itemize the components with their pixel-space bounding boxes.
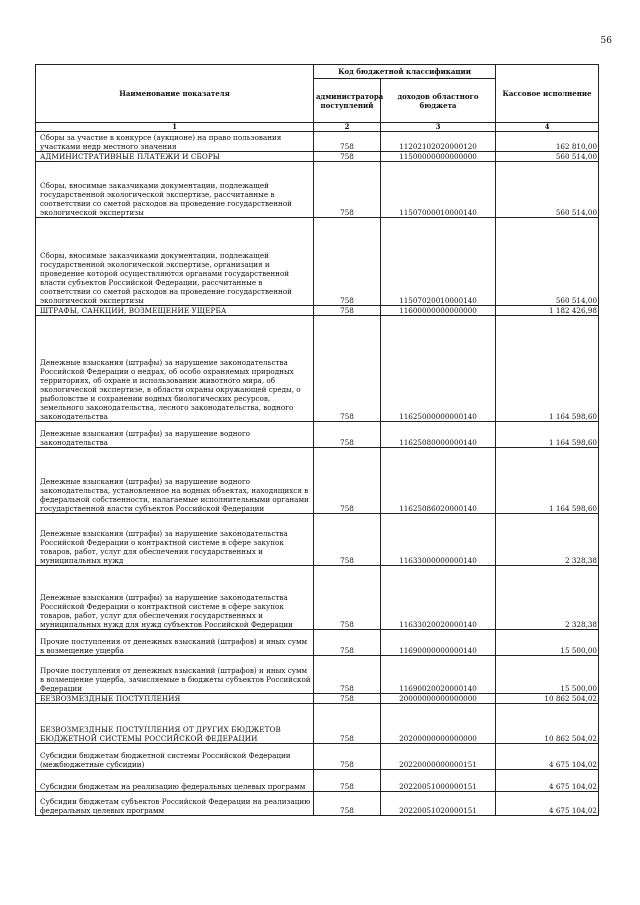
column-number: 4 [496, 123, 599, 132]
row-income-code: 11625080000000140 [381, 422, 496, 448]
table-row [36, 566, 599, 630]
table-row [36, 316, 599, 422]
row-amount: 4 675 104,02 [496, 744, 599, 770]
row-name: Субсидии бюджетам на реализацию федеральных целевых программ [36, 770, 314, 792]
header-execution-column: Кассовое исполнение [496, 65, 599, 123]
row-income-code: 11633000000000140 [381, 514, 496, 566]
table-row [36, 514, 599, 566]
row-name: Денежные взыскания (штрафы) за нарушение водного законодательства [36, 422, 314, 448]
row-amount: 1 164 598,60 [496, 422, 599, 448]
row-name: Денежные взыскания (штрафы) за нарушение законодательства Российской Федерации о недрах, об особо охраняемых природных территориях, об охране и использовании животного мира, об экологической экспертизе, в области охраны окружающей среды, о рыболовстве и сохранении водных биологических ресурсов, земельного законодательства, лесного законодательства, водного законодательства [36, 316, 314, 422]
header-name-column: Наименование показателя [36, 65, 314, 123]
row-income-code: 11633020020000140 [381, 566, 496, 630]
row-name: Субсидии бюджетам субъектов Российской Федерации на реализацию федеральных целевых программ [36, 792, 314, 816]
row-amount: 10 862 504,02 [496, 704, 599, 744]
row-income-code: 11600000000000000 [381, 306, 496, 316]
row-amount: 15 500,00 [496, 656, 599, 694]
table-row [36, 694, 599, 704]
row-name: Прочие поступления от денежных взысканий (штрафов) и иных сумм в возмещение ущерба, зачисляемые в бюджеты субъектов Российской Федерации [36, 656, 314, 694]
row-income-code: 11625000000000140 [381, 316, 496, 422]
row-income-code: 11507000010000140 [381, 162, 496, 218]
row-name: Денежные взыскания (штрафы) за нарушение водного законодательства, установленное на водных объектах, находящихся в федеральной собственности, налагаемые исполнительными органами государственной власти субъектов Российской Федерации [36, 448, 314, 514]
table-row [36, 162, 599, 218]
row-admin-code: 758 [314, 770, 381, 792]
table-row [36, 704, 599, 744]
row-admin-code: 758 [314, 306, 381, 316]
row-name: Сборы, вносимые заказчиками документации, подлежащей государственной экологической экспертизе, организация и проведение которой осуществляются органами государственной власти субъектов Российской Федерации, рассчитанные в соответствии со сметой расходов на проведение государственной экологической экспертизы [36, 218, 314, 306]
row-admin-code: 758 [314, 162, 381, 218]
header-income-column: доходов областного бюджета [381, 79, 496, 123]
table-row [36, 218, 599, 306]
row-income-code: 20000000000000000 [381, 694, 496, 704]
row-admin-code: 758 [314, 630, 381, 656]
table-row [36, 770, 599, 792]
column-number: 3 [381, 123, 496, 132]
table-row [36, 630, 599, 656]
header-admin-column: администратора поступлений [314, 79, 381, 123]
row-name: АДМИНИСТРАТИВНЫЕ ПЛАТЕЖИ И СБОРЫ [36, 152, 314, 162]
row-income-code: 20220051000000151 [381, 770, 496, 792]
column-number: 1 [36, 123, 314, 132]
row-income-code: 11507020010000140 [381, 218, 496, 306]
row-admin-code: 758 [314, 704, 381, 744]
row-amount: 1 164 598,60 [496, 316, 599, 422]
row-income-code: 11500000000000000 [381, 152, 496, 162]
row-name: Сборы за участие в конкурсе (аукционе) на право пользования участками недр местного значения [36, 132, 314, 152]
table-row [36, 152, 599, 162]
row-amount: 10 862 504,02 [496, 694, 599, 704]
row-amount: 162 810,00 [496, 132, 599, 152]
table-row [36, 656, 599, 694]
row-name: Сборы, вносимые заказчиками документации, подлежащей государственной экологической экспертизе, рассчитанные в соответствии со сметой расходов на проведение государственной экологической экспертизы [36, 162, 314, 218]
table-row [36, 422, 599, 448]
row-admin-code: 758 [314, 744, 381, 770]
header-classification-group: Код бюджетной классификации [314, 65, 496, 79]
budget-execution-table [35, 64, 599, 816]
row-admin-code: 758 [314, 566, 381, 630]
row-name: ШТРАФЫ, САНКЦИИ, ВОЗМЕЩЕНИЕ УЩЕРБА [36, 306, 314, 316]
row-amount: 15 500,00 [496, 630, 599, 656]
table-row [36, 792, 599, 816]
row-admin-code: 758 [314, 792, 381, 816]
row-amount: 560 514,00 [496, 218, 599, 306]
row-amount: 560 514,00 [496, 162, 599, 218]
row-admin-code: 758 [314, 316, 381, 422]
table-row [36, 448, 599, 514]
row-admin-code: 758 [314, 448, 381, 514]
row-amount: 560 514,00 [496, 152, 599, 162]
table-row [36, 132, 599, 152]
row-admin-code: 758 [314, 656, 381, 694]
row-amount: 2 328,38 [496, 514, 599, 566]
row-name: Субсидии бюджетам бюджетной системы Российской Федерации (межбюджетные субсидии) [36, 744, 314, 770]
table-row [36, 306, 599, 316]
row-admin-code: 758 [314, 422, 381, 448]
row-amount: 2 328,38 [496, 566, 599, 630]
row-income-code: 11202102020000120 [381, 132, 496, 152]
row-name: Денежные взыскания (штрафы) за нарушение законодательства Российской Федерации о контрактной системе в сфере закупок товаров, работ, услуг для обеспечения государственных и муниципальных нужд [36, 514, 314, 566]
row-admin-code: 758 [314, 152, 381, 162]
row-admin-code: 758 [314, 218, 381, 306]
row-admin-code: 758 [314, 694, 381, 704]
row-income-code: 20200000000000000 [381, 704, 496, 744]
row-income-code: 20220051020000151 [381, 792, 496, 816]
row-amount: 4 675 104,02 [496, 792, 599, 816]
row-name: БЕЗВОЗМЕЗДНЫЕ ПОСТУПЛЕНИЯ ОТ ДРУГИХ БЮДЖЕТОВ БЮДЖЕТНОЙ СИСТЕМЫ РОССИЙСКОЙ ФЕДЕРАЦИИ [36, 704, 314, 744]
row-admin-code: 758 [314, 132, 381, 152]
page-number: 56 [600, 36, 612, 46]
row-amount: 4 675 104,02 [496, 770, 599, 792]
row-income-code: 20220000000000151 [381, 744, 496, 770]
row-name: Прочие поступления от денежных взысканий (штрафов) и иных сумм в возмещение ущерба [36, 630, 314, 656]
row-income-code: 11690020020000140 [381, 656, 496, 694]
row-admin-code: 758 [314, 514, 381, 566]
table-row [36, 744, 599, 770]
row-name: Денежные взыскания (штрафы) за нарушение законодательства Российской Федерации о контрактной системе в сфере закупок товаров, работ, услуг для обеспечения государственных и муниципальных нужд для нужд субъектов Российской Федерации [36, 566, 314, 630]
row-income-code: 11625086020000140 [381, 448, 496, 514]
column-number: 2 [314, 123, 381, 132]
row-income-code: 11690000000000140 [381, 630, 496, 656]
row-amount: 1 164 598,60 [496, 448, 599, 514]
row-amount: 1 182 426,98 [496, 306, 599, 316]
row-name: БЕЗВОЗМЕЗДНЫЕ ПОСТУПЛЕНИЯ [36, 694, 314, 704]
